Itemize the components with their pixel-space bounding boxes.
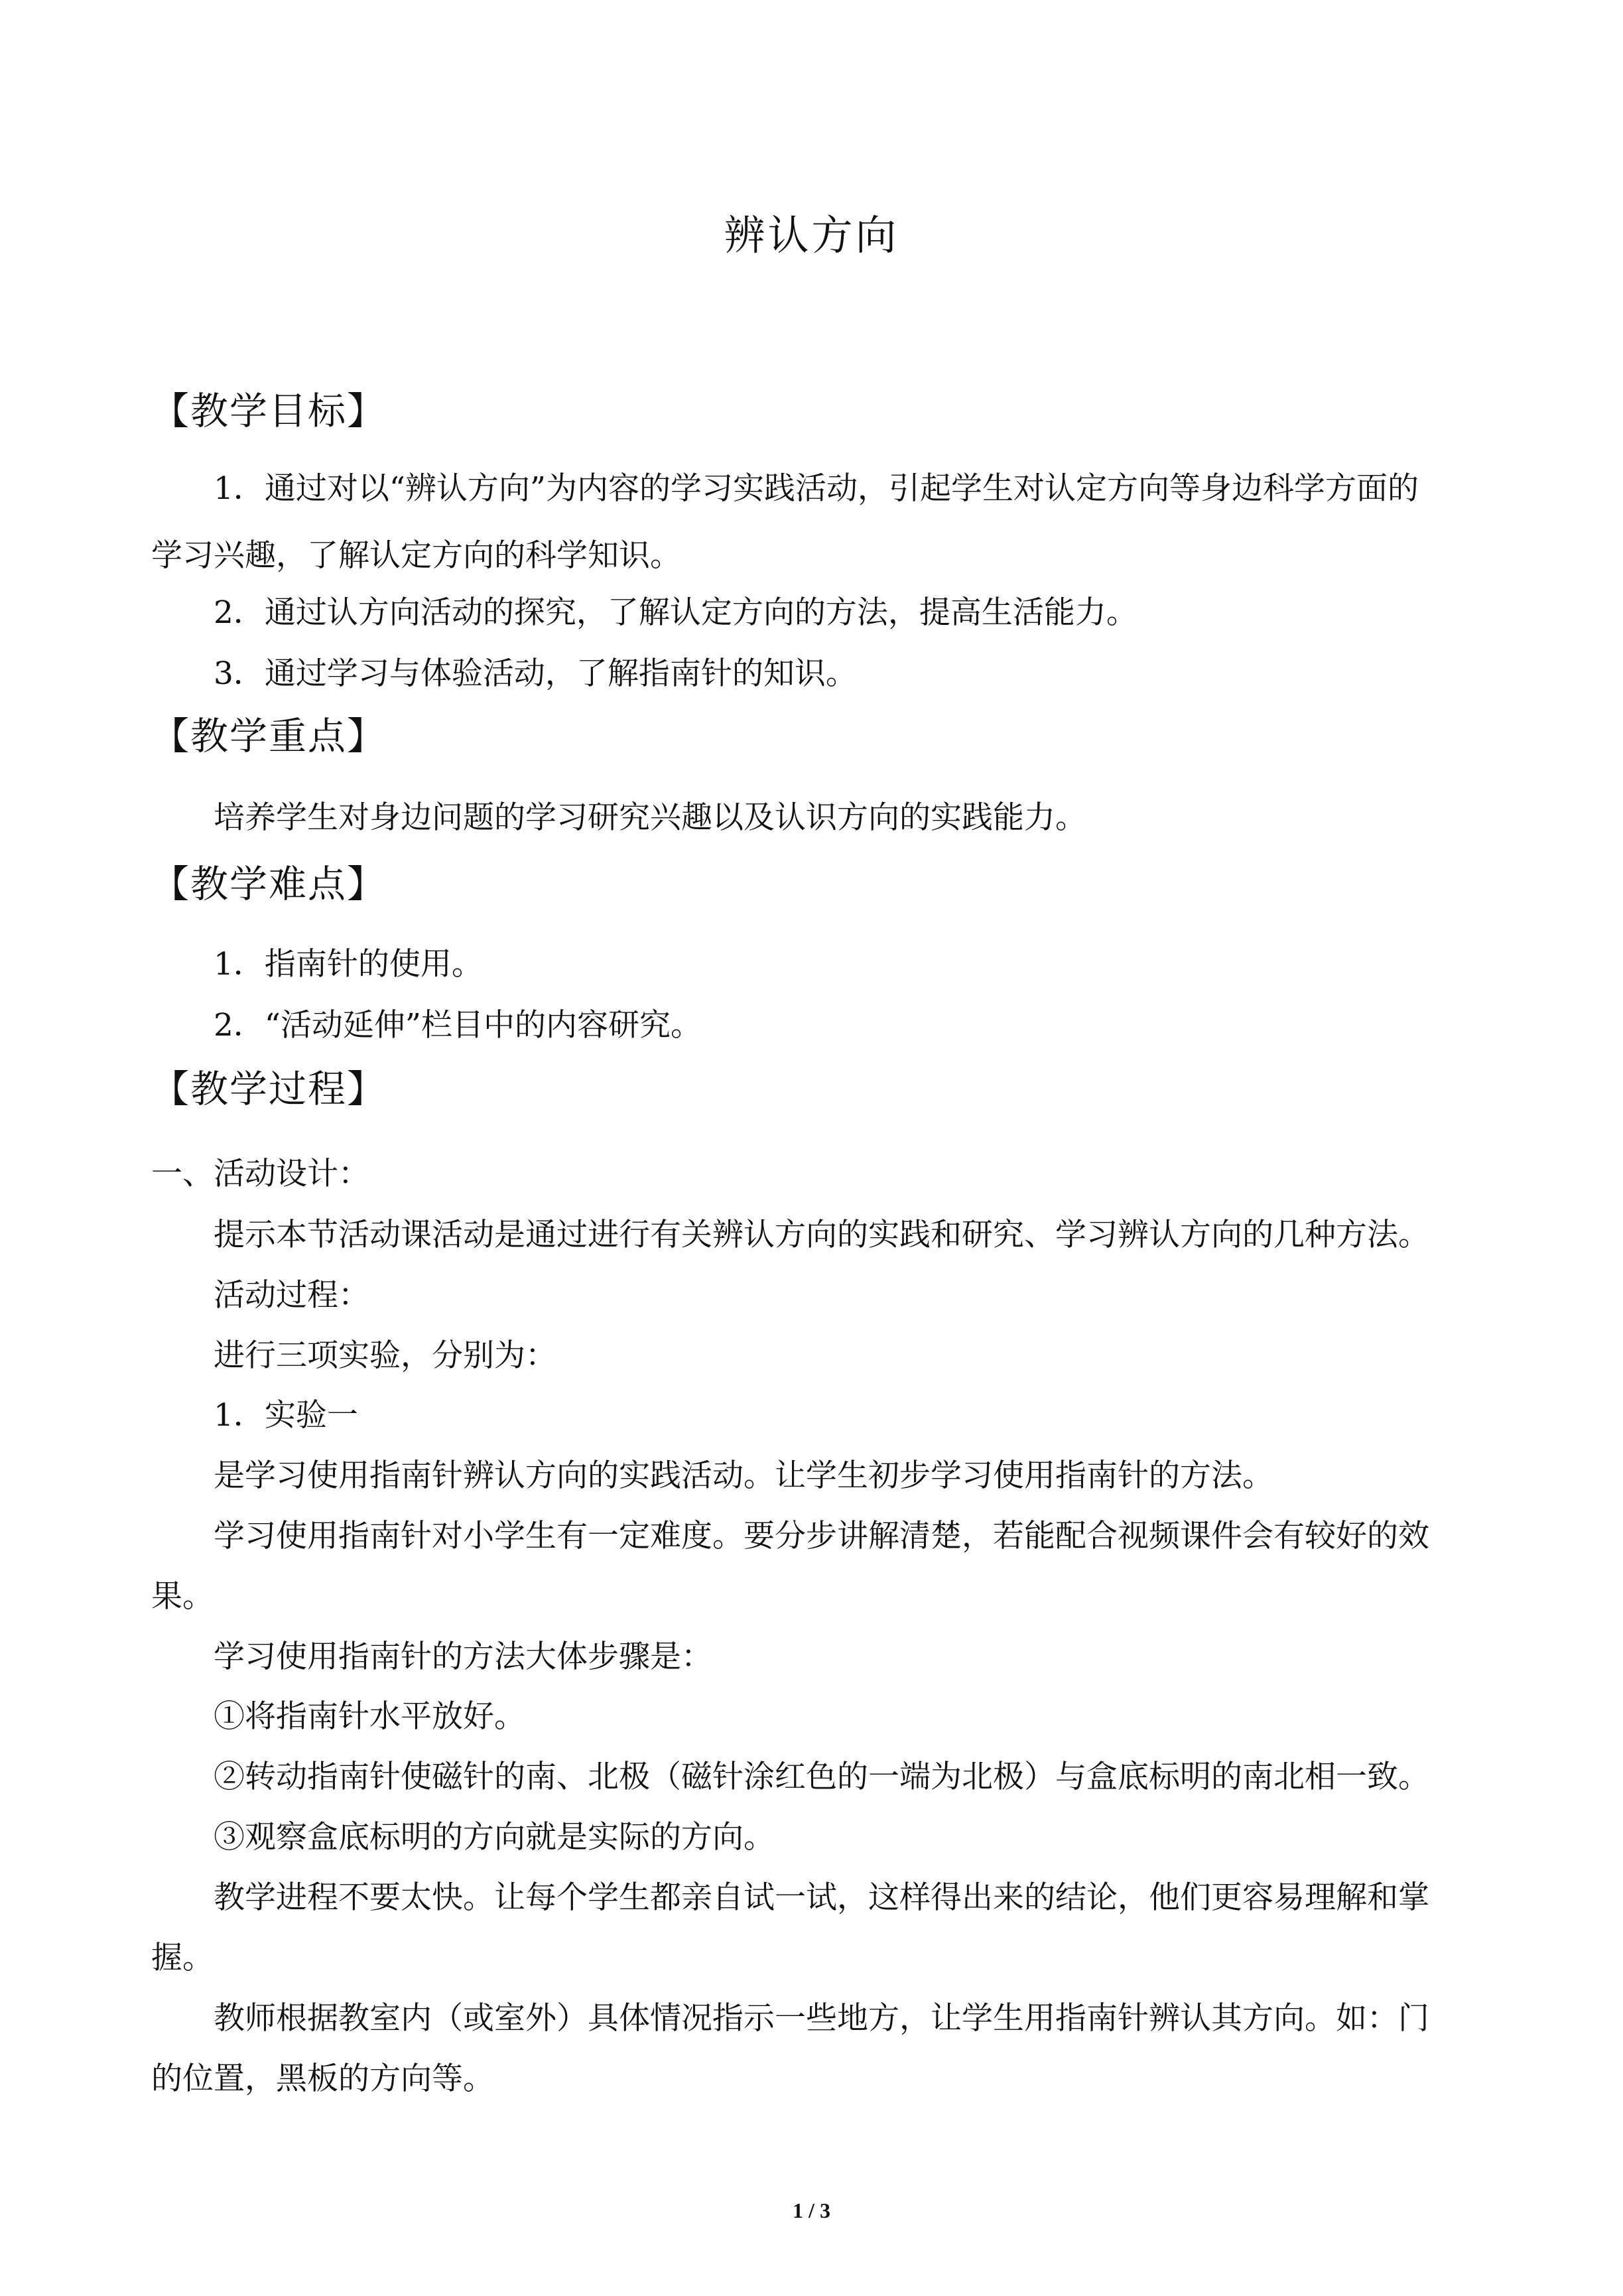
process-paragraph-8-line-1: 教学进程不要太快。让每个学生都亲自试一试，这样得出来的结论，他们更容易理解和掌 [214, 1879, 1429, 1916]
process-paragraph-9-line-1: 教师根据教室内（或室外）具体情况指示一些地方，让学生用指南针辨认其方向。如：门 [214, 2000, 1429, 2037]
section-heading-goals: 【教学目标】 [151, 389, 386, 433]
process-paragraph-6-line-2: 果。 [151, 1578, 214, 1615]
page-number: 1 / 3 [793, 2198, 830, 2222]
process-step-3: ③观察盒底标明的方向就是实际的方向。 [214, 1819, 775, 1856]
key-points-text: 培养学生对身边问题的学习研究兴趣以及认识方向的实践能力。 [214, 799, 1086, 836]
process-paragraph-4: 1．实验一 [214, 1397, 358, 1434]
process-paragraph-3: 进行三项实验，分别为： [214, 1337, 556, 1374]
process-paragraph-9-line-2: 的位置，黑板的方向等。 [151, 2060, 494, 2097]
difficulty-item-1: 1．指南针的使用。 [214, 946, 483, 982]
process-paragraph-1: 提示本节活动课活动是通过进行有关辨认方向的实践和研究、学习辨认方向的几种方法。 [214, 1217, 1429, 1253]
process-paragraph-6-line-1: 学习使用指南针对小学生有一定难度。要分步讲解清楚，若能配合视频课件会有较好的效 [214, 1518, 1429, 1554]
section-heading-key-points: 【教学重点】 [151, 714, 386, 758]
process-paragraph-8-line-2: 握。 [151, 1940, 214, 1976]
process-paragraph-7: 学习使用指南针的方法大体步骤是： [214, 1639, 712, 1675]
goal-item-1-line-1: 1．通过对以“辨认方向”为内容的学习实践活动，引起学生对认定方向等身边科学方面的 [214, 470, 1419, 507]
process-step-2: ②转动指南针使磁针的南、北极（磁针涂红色的一端为北极）与盒底标明的南北相一致。 [214, 1759, 1429, 1795]
process-paragraph-2: 活动过程： [214, 1277, 369, 1314]
section-heading-process: 【教学过程】 [151, 1067, 386, 1111]
process-step-1: ①将指南针水平放好。 [214, 1698, 525, 1735]
goal-item-2: 2．通过认方向活动的探究，了解认定方向的方法，提高生活能力。 [214, 594, 1137, 631]
section-heading-difficulties: 【教学难点】 [151, 862, 386, 906]
process-paragraph-5: 是学习使用指南针辨认方向的实践活动。让学生初步学习使用指南针的方法。 [214, 1457, 1273, 1494]
page-title: 辨认方向 [724, 211, 899, 259]
goal-item-3: 3．通过学习与体验活动，了解指南针的知识。 [214, 655, 857, 692]
process-subheading-1: 一、活动设计： [151, 1156, 369, 1192]
difficulty-item-2: 2．“活动延伸”栏目中的内容研究。 [214, 1007, 702, 1044]
goal-item-1-line-2: 学习兴趣，了解认定方向的科学知识。 [151, 537, 681, 574]
